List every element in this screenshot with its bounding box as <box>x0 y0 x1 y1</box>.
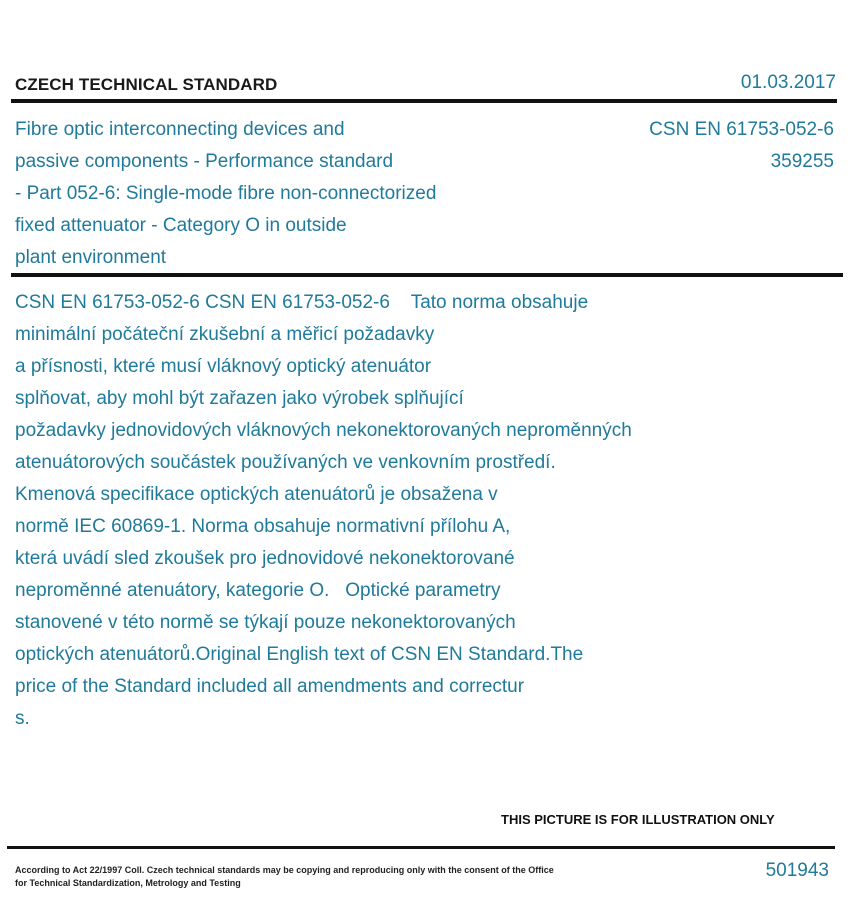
abstract-line: která uvádí sled zkoušek pro jednovidové nekonektorované <box>15 548 515 569</box>
abstract-line: normě IEC 60869-1. Norma obsahuje normativní přílohu A, <box>15 516 511 537</box>
standard-title <box>15 114 515 274</box>
publication-date: 01.03.2017 <box>740 72 836 93</box>
document-type-label: CZECH TECHNICAL STANDARD <box>15 75 278 94</box>
title-line: fixed attenuator - Category O in outside <box>15 215 347 236</box>
abstract-line: CSN EN 61753-052-6 CSN EN 61753-052-6 Tato norma obsahuje <box>15 292 589 313</box>
copyright-notice <box>15 864 615 890</box>
abstract-line: s. <box>15 708 30 729</box>
abstract-line: price of the Standard included all amendments and correctur <box>15 676 525 697</box>
abstract-line: Kmenová specifikace optických atenuátorů je obsažena v <box>15 484 498 505</box>
copyright-line: for Technical Standardization, Metrology and Testing <box>15 878 241 888</box>
title-line: Fibre optic interconnecting devices and <box>15 119 345 140</box>
illustration-note: THIS PICTURE IS FOR ILLUSTRATION ONLY <box>501 812 775 827</box>
footer-divider <box>7 846 835 849</box>
abstract-line: stanovené v této normě se týkají pouze nekonektorovaných <box>15 612 516 633</box>
abstract-line: atenuátorových součástek používaných ve venkovním prostředí. <box>15 452 556 473</box>
abstract-line: neproměnné atenuátory, kategorie O. Optické parametry <box>15 580 501 601</box>
header-divider <box>11 99 837 103</box>
document-code: 501943 <box>765 860 829 881</box>
title-line: passive components - Performance standard <box>15 151 394 172</box>
standard-codes <box>649 114 834 178</box>
copyright-line: According to Act 22/1997 Coll. Czech technical standards may be copying and reproducing only with the consent of the Office <box>15 865 554 875</box>
abstract-line: optických atenuátorů.Original English text of CSN EN Standard.The <box>15 644 584 665</box>
abstract-line: požadavky jednovidových vláknových nekonektorovaných neproměnných <box>15 420 632 441</box>
abstract-line: splňovat, aby mohl být zařazen jako výrobek splňující <box>15 388 464 409</box>
title-divider <box>11 273 843 277</box>
title-line: plant environment <box>15 247 167 268</box>
class-number: 359255 <box>770 151 834 172</box>
standard-number: CSN EN 61753-052-6 <box>649 119 834 140</box>
abstract-text <box>15 287 735 735</box>
abstract-line: minimální počáteční zkušební a měřicí požadavky <box>15 324 435 345</box>
abstract-line: a přísnosti, které musí vláknový optický atenuátor <box>15 356 432 377</box>
title-line: - Part 052-6: Single-mode fibre non-connectorized <box>15 183 437 204</box>
